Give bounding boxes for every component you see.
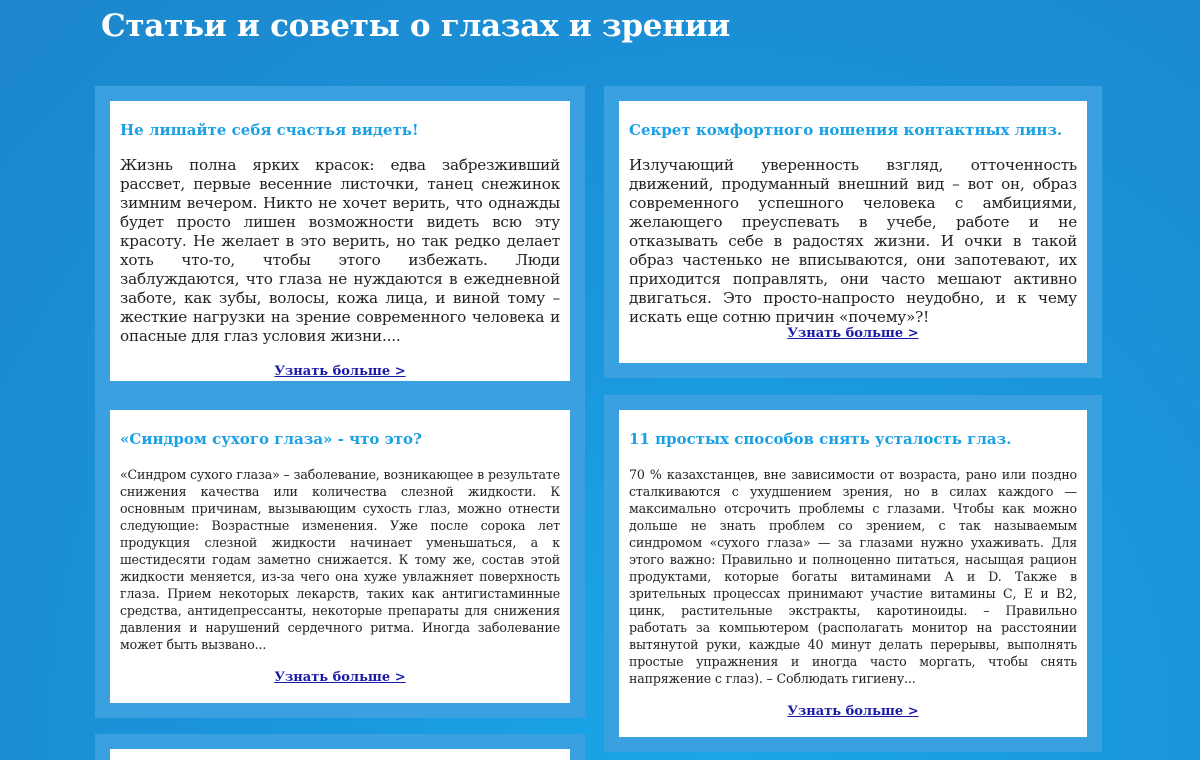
article-card — [110, 749, 570, 760]
read-more-link[interactable]: Узнать больше > — [787, 704, 919, 719]
article-title[interactable]: Не лишайте себя счастья видеть! — [120, 121, 419, 139]
article-card — [619, 410, 1087, 737]
article-title[interactable]: «Синдром сухого глаза» - что это? — [120, 430, 422, 448]
article-card — [110, 410, 570, 703]
article-title[interactable]: Секрет комфортного ношения контактных линз. — [629, 121, 1063, 139]
article-excerpt: 70 % казахстанцев, вне зависимости от возраста, рано или поздно сталкиваются с ухудшением зрения, но в силах каждого — максимально отсрочить проблемы с глазами. Чтобы как можно дольше не знать проблем со зрением, с так называемым синдромом «сухого глаза» — за глазами нужно ухаживать. Для этого важно: Правильно и полноценно питаться, насыщая рацион продуктами, которые богаты витаминами А и D. Также в зрительных процессах принимают участие витамины С, Е и В2, цинк, растительные экстракты, каротиноиды. – Правильно работать за компьютером (располагать монитор на расстоянии вытянутой руки, каждые 40 минут делать перерывы, выполнять простые упражнения и иногда часто моргать, чтобы снять напряжение с глаз). – Соблюдать гигиену... — [629, 467, 1077, 686]
article-card — [619, 101, 1087, 363]
article-title[interactable]: 11 простых способов снять усталость глаз. — [629, 430, 1012, 448]
article-excerpt: Излучающий уверенность взгляд, отточенность движений, продуманный внешний вид – вот он, образ современного успешного человека с амбициями, желающего преуспевать в учебе, работе и не отказывать себе в радостях жизни. И очки в такой образ частенько не вписываются, они запотевают, их приходится поправлять, они часто мешают активно двигаться. Это просто-напросто неудобно, и к чему искать еще сотню причин «почему»?! — [629, 156, 1077, 326]
read-more-link[interactable]: Узнать больше > — [787, 326, 919, 341]
read-more-link[interactable]: Узнать больше > — [274, 364, 406, 379]
page-title: Статьи и советы о глазах и зрении — [101, 8, 730, 44]
article-excerpt: Жизнь полна ярких красок: едва забрезживший рассвет, первые весенние листочки, танец снежинок зимним вечером. Никто не хочет верить, что однажды будет просто лишен возможности видеть всю эту красоту. Не желает в это верить, но так редко делает хоть что-то, чтобы этого избежать. Люди заблуждаются, что глаза не нуждаются в ежедневной заботе, как зубы, волосы, кожа лица, и виной тому – жесткие нагрузки на зрение современного человека и опасные для глаз условия жизни.... — [120, 156, 560, 345]
article-card — [110, 101, 570, 381]
read-more-link[interactable]: Узнать больше > — [274, 670, 406, 685]
article-excerpt: «Синдром сухого глаза» – заболевание, возникающее в результате снижения качества или количества слезной жидкости. К основным причинам, вызывающим сухость глаз, можно отнести следующие: Возрастные изменения. Уже после сорока лет продукция слезной жидкости начинает уменьшаться, а к шестидесяти годам заметно снижается. К тому же, состав этой жидкости меняется, из-за чего она хуже увлажняет поверхность глаза. Прием некоторых лекарств, таких как антигистаминные средства, антидепрессанты, некоторые препараты для снижения давления и нарушений сердечного ритма. Иногда заболевание может быть вызвано... — [120, 467, 560, 652]
